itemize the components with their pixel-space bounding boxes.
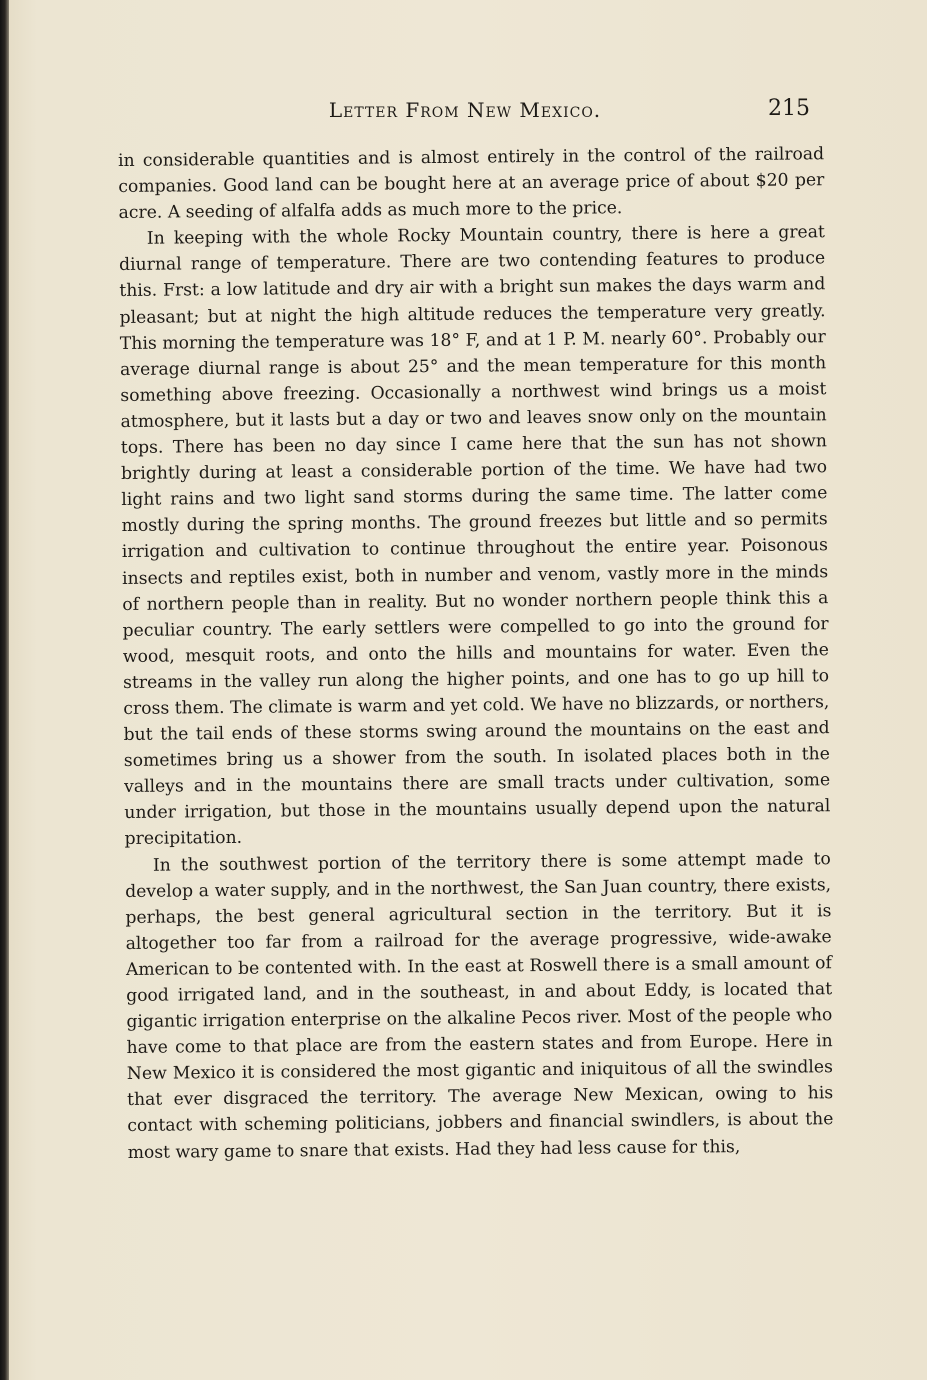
body-text (118, 141, 834, 1165)
running-title: Letter From New Mexico. (328, 98, 602, 122)
running-header (120, 96, 810, 128)
paragraph-continued: in considerable quantities and is almost entirely in the control of the railroad companies. Good land can be bought here at an average price of about $20 per acre. A seeding of alfalfa adds as much more to the price. (118, 144, 825, 224)
paragraph-territory: In the southwest portion of the territory there is some attempt made to develop a water supply, and in the northwest, the San Juan country, there exists, perhaps, the best general agricultural section in the territory. But it is altogether too far from a railroad for the average progressive, wide-awake American to be contented with. In the east at Roswell there is a small amount of good irrigated land, and in the southeast, in and about Eddy, is located that gigantic irrigation enterprise on the alkaline Pecos river. Most of the people who have come to that place are from the eastern states and from Europe. Here in New Mexico it is considered the most gigantic and iniquitous of all the swindles that ever disgraced the territory. The average New Mexican, owing to his contact with scheming politicians, jobbers and financial swindlers, is about the most wary game to snare that exists. Had they had less cause for this, (125, 848, 834, 1163)
paragraph-temperature: In keeping with the whole Rocky Mountain country, there is here a great diurnal range of temperature. There are two contending features to produce this. Frst: a low latitude and dry air with a bright sun makes the days warm and pleasant; but at night the high altitude reduces the temperature very greatly. This morning the temperature was 18° F, and at 1 P. M. nearly 60°. Probably our average diurnal range is about 25° and the mean temperature for this month something above freezing. Occasionally a northwest wind brings us a moist atmosphere, but it lasts but a day or two and leaves snow only on the mountain tops. There has been no day since I came here that the sun has not shown brightly during at least a considerable portion of the time. We have had two light rains and two light sand storms during the same time. The latter come mostly during the spring months. The ground freezes but little and so permits irrigation and cultivation to continue throughout the entire year. Poisonous insects and reptiles exist, both in number and venom, vastly more in the minds of northern people than in reality. But no wonder northern people think this a peculiar country. The early settlers were compelled to go into the ground for wood, mesquit roots, and onto the hills and mountains for water. Even the streams in the valley run along the higher points, and one has to go up hill to cross them. The climate is warm and yet cold. We have no blizzards, or northers, but the tail ends of these storms swing around the mountains on the east and sometimes bring us a shower from the south. In isolated places both in the valleys and in the mountains there are small tracts under cultivation, some under irrigation, but those in the mountains usually depend upon the natural precipitation. (119, 222, 831, 850)
page-number: 215 (768, 96, 810, 121)
book-binding-edge (0, 0, 9, 1380)
